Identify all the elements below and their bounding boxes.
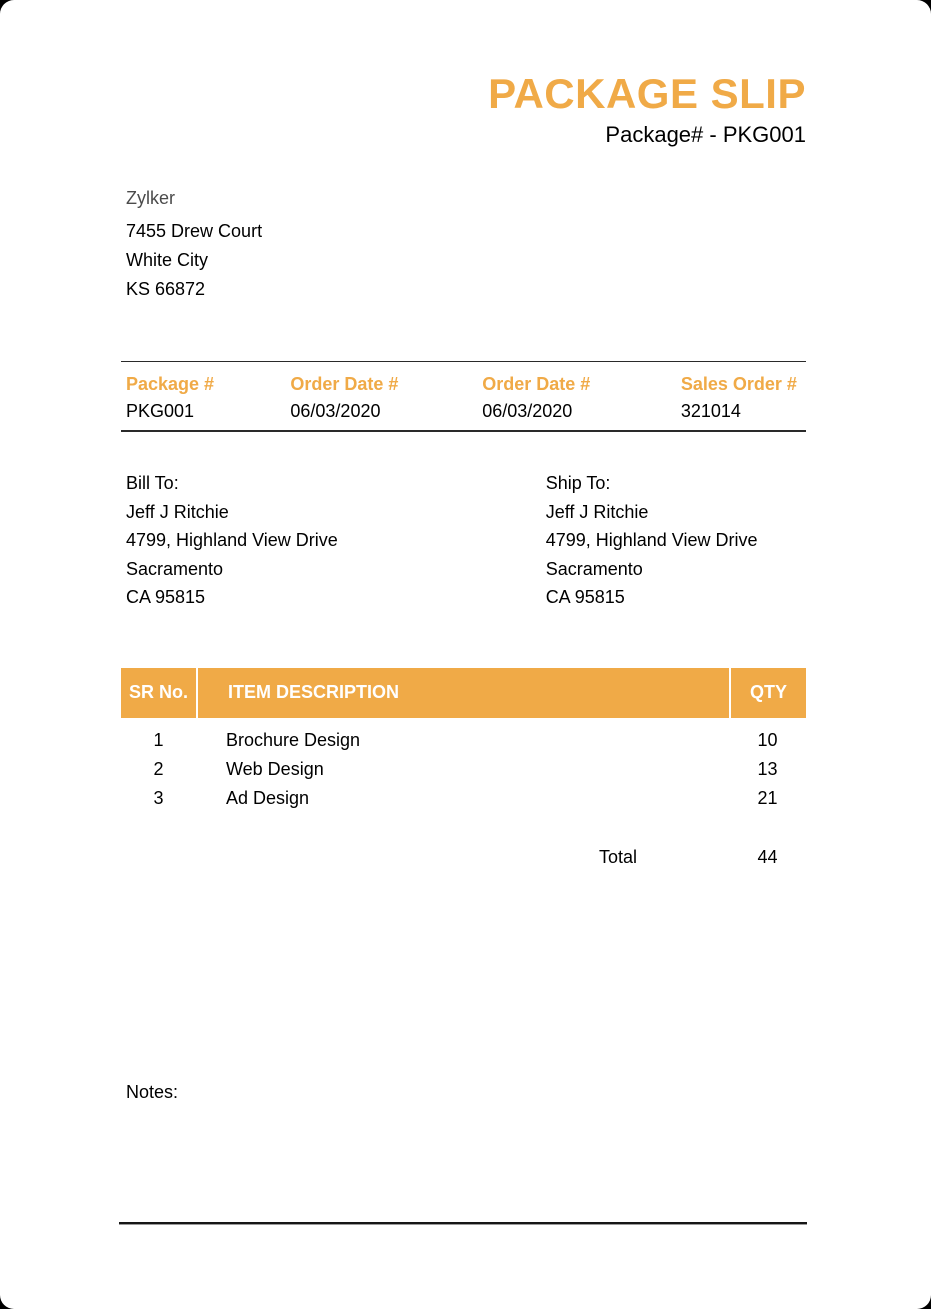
item-qty: 10 [757, 729, 778, 750]
item-sr: 3 [153, 787, 164, 808]
item-description: Ad Design [226, 787, 310, 808]
item-description: Web Design [226, 758, 324, 779]
company-address-line: White City [126, 250, 209, 270]
footer-divider [119, 1222, 807, 1225]
table-row [121, 726, 806, 755]
package-info-header: Package # [126, 374, 215, 394]
item-description: Brochure Design [226, 729, 361, 750]
bill-to-line: Jeff J Ritchie [126, 501, 229, 522]
items-header-description: ITEM DESCRIPTION [196, 668, 729, 718]
total-row [121, 843, 806, 872]
package-info-value: PKG001 [126, 401, 195, 421]
package-info-table [121, 361, 806, 432]
package-info-header: Order Date # [290, 374, 399, 394]
bill-to-line: CA 95815 [126, 587, 206, 607]
company-address-line: 7455 Drew Court [126, 221, 263, 241]
ship-to-line: Jeff J Ritchie [545, 501, 649, 522]
item-qty: 21 [757, 787, 778, 808]
total-value: 44 [757, 846, 778, 867]
addresses-section [121, 469, 806, 612]
package-info-value: 321014 [680, 401, 741, 421]
item-qty: 13 [757, 758, 778, 779]
notes-label: Notes: [126, 1082, 179, 1102]
package-info-header: Order Date # [482, 374, 591, 394]
company-address-block [121, 184, 806, 304]
bill-to-line: 4799, Highland View Drive [126, 530, 338, 550]
ship-to-block [546, 469, 806, 612]
package-info-header-row [121, 362, 806, 399]
items-header-sr: SR No. [128, 682, 188, 702]
items-table [121, 668, 806, 872]
bill-to-label: Bill To: [126, 473, 179, 493]
table-row [121, 755, 806, 784]
items-table-body [121, 718, 806, 813]
bill-to-line: Sacramento [126, 558, 224, 579]
total-label: Total [598, 846, 637, 867]
items-header-qty: QTY [729, 668, 806, 718]
document-title: PACKAGE SLIP [488, 70, 806, 117]
ship-to-line: CA 95815 [545, 587, 625, 607]
ship-to-label: Ship To: [545, 473, 611, 493]
package-info-header: Sales Order # [680, 374, 797, 394]
ship-to-line: 4799, Highland View Drive [545, 530, 758, 550]
package-number: Package# - PKG001 [605, 122, 806, 147]
bill-to-block [121, 469, 546, 612]
ship-to-line: Sacramento [545, 558, 643, 579]
package-info-value-row [121, 398, 806, 431]
company-name: Zylker [126, 188, 175, 208]
item-sr: 2 [153, 758, 164, 779]
package-info-value: 06/03/2020 [290, 401, 381, 421]
item-sr: 1 [153, 729, 164, 750]
items-table-header [121, 668, 806, 718]
package-info-value: 06/03/2020 [482, 401, 573, 421]
company-address-line: KS 66872 [126, 279, 206, 299]
table-row [121, 784, 806, 813]
